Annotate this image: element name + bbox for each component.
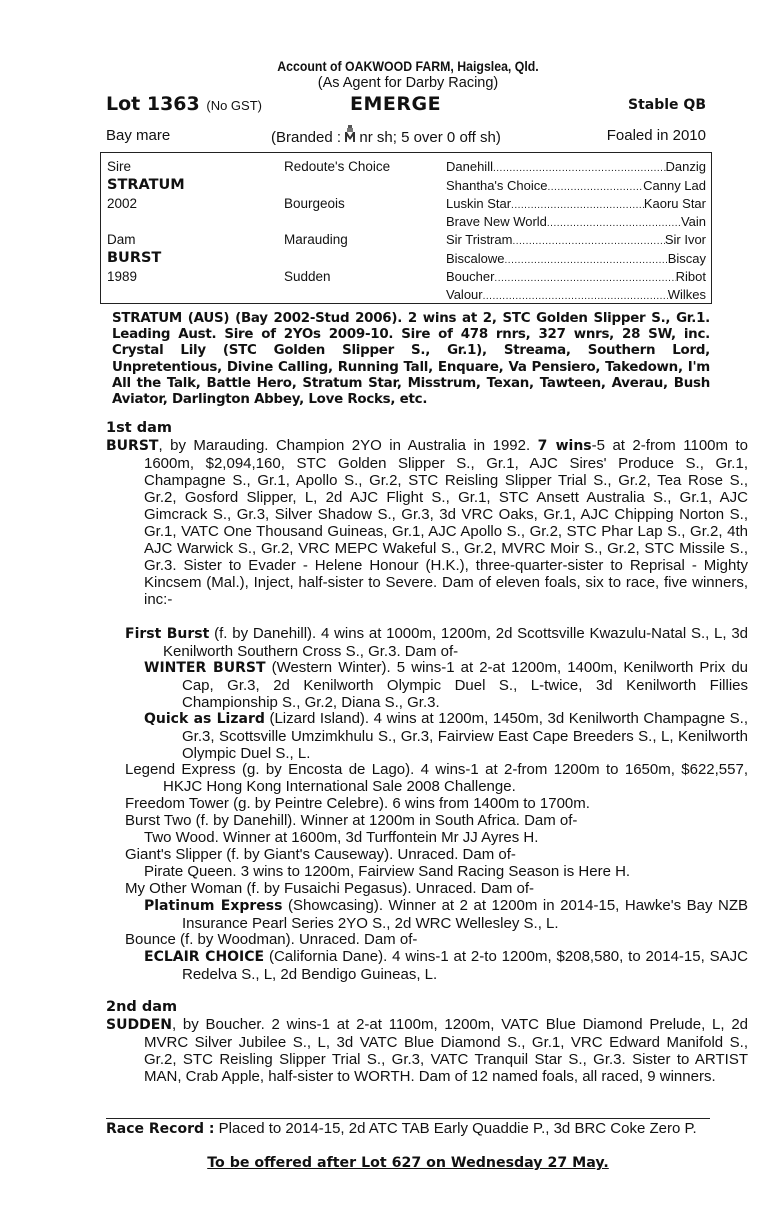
race-record-text: Placed to 2014-15, 2d ATC TAB Early Quaddie P., 3d BRC Coke Zero P. [218, 1120, 697, 1137]
progeny-name: Two Wood [144, 829, 215, 846]
grandparent-row [446, 269, 706, 284]
progeny-entry [125, 625, 748, 660]
sire-label: Sire [107, 159, 132, 174]
second-dam-paragraph [106, 1016, 748, 1085]
ancestor-left: Danehill [446, 159, 493, 174]
first-dam-paragraph [106, 437, 748, 608]
progeny-entry: Two Wood. Winner at 1600m, 3d Turffontein Mr JJ Ayres H. [144, 829, 539, 846]
ancestor-left: Brave New World [446, 214, 547, 229]
progeny-name: Legend Express [125, 761, 236, 778]
progeny-text: Winner at 1600m, 3d Turffontein Mr JJ Ayres H. [222, 829, 539, 846]
progeny-name: Giant's Slipper [125, 846, 223, 863]
progeny-entry [125, 880, 710, 897]
progeny-entry [125, 812, 710, 829]
sire-dam: Bourgeois [284, 196, 345, 211]
progeny-entry: Pirate Queen. 3 wins to 1200m, Fairview Sand Racing Season is Here H. [144, 863, 631, 880]
agent-line: (As Agent for Darby Racing) [317, 75, 499, 91]
brand-mark-icon [345, 127, 355, 144]
ancestor-left: Shantha's Choice [446, 178, 548, 193]
ancestor-left: Boucher [446, 269, 495, 284]
dam-sire: Marauding [284, 232, 348, 247]
progeny-entry [125, 761, 748, 795]
dam-name: SUDDEN [106, 1017, 172, 1033]
progeny-name: Platinum Express [144, 898, 283, 914]
wins: 7 wins [537, 438, 592, 454]
text: , by Marauding. Champion 2YO in Australia in 1992. [158, 437, 538, 454]
progeny-name: Pirate Queen [144, 863, 233, 880]
grandparent-row [446, 287, 706, 302]
dam-name: BURST [106, 438, 159, 454]
grandparent-row [446, 214, 706, 229]
ancestor-right: Ribot [675, 269, 706, 284]
progeny-entry [144, 897, 748, 932]
divider [106, 1118, 710, 1119]
foaled-year: Foaled in 2010 [606, 127, 706, 144]
progeny-text: (f. by Fusaichi Pegasus). Unraced. Dam of- [246, 880, 535, 897]
progeny-name: First Burst [125, 626, 210, 642]
progeny-name: My Other Woman [125, 880, 243, 897]
ancestor-right: Danzig [665, 159, 706, 174]
horse-name: EMERGE [350, 93, 442, 115]
ancestor-right: Kaoru Star [643, 196, 706, 211]
progeny-entry [125, 846, 710, 863]
progeny-entry [125, 931, 710, 948]
offer-text: To be offered after Lot 627 on Wednesday 27 May. [207, 1155, 609, 1171]
text: -5 at 2-from 1100m to 1600m, $2,094,160, STC Golden Slipper S., Gr.1, AJC Sires' Produce S., Gr.1, Champagne S., Gr.1, Apollo S., Gr.2, STC Reisling Slipper Trial S., Gr.2, Tea Rose S., Gr.2, Gosford Slipper, L, 2d AJC Flight S., Gr.1, STC Ansett Australia S., Gr.1, AJC Gimcrack S., Gr.3, Silver Shadow S., Gr.3, 3d VRC Oaks, Gr.1, AJC Chipping Norton S., Gr.1, VATC One Thousand Guineas, Gr.1, AJC Apollo S., Gr.2, STC Phar Lap S., Gr.2, 4th AJC Warwick S., Gr.2, VRC MEPC Wakeful S., Gr.2, MVRC Moir S., Gr.2, STC Missile S., Gr.3. Sister to Evader - Helene Honour (H.K.), three-quarter-sister to Reprisal - Mighty Kincsem (Mal.), Inject, half-sister to Severe. Dam of eleven foals, six to race, five winners, inc:- [144, 437, 748, 608]
lot-label: Lot 1363 [106, 93, 200, 115]
progeny-name: Freedom Tower [125, 795, 229, 812]
progeny-text: (California Dane). 4 wins-1 at 2-to 1200m, $208,580, to 2014-15, SAJC Redelva S., L, 2d Bendigo Guineas, L. [182, 948, 748, 983]
color-sex: Bay mare [106, 127, 171, 144]
ancestor-left: Biscalowe [446, 251, 505, 266]
brand-info [271, 127, 501, 146]
race-record-label: Race Record : [106, 1121, 215, 1137]
progeny-text: (f. by Danehill). Winner at 1200m in South Africa. Dam of- [195, 812, 578, 829]
progeny-text: (f. by Danehill). 4 wins at 1000m, 1200m, 2d Scottsville Kwazulu-Natal S., L, 3d Kenilworth Southern Cross S., Gr.3. Dam of- [163, 625, 749, 660]
lot-header-row [106, 93, 710, 119]
ancestor-right: Biscay [667, 251, 706, 266]
dam-name: BURST [107, 250, 162, 266]
section-title-1st-dam: 1st dam [106, 420, 172, 436]
brand-prefix: (Branded : [271, 129, 342, 146]
ancestor-right: Vain [680, 214, 706, 229]
progeny-text: (f. by Woodman). Unraced. Dam of- [180, 931, 418, 948]
consignor-line: Account of OAKWOOD FARM, Haigslea, Qld. [277, 58, 539, 74]
progeny-name: Quick as Lizard [144, 711, 265, 727]
grandparent-row [446, 196, 706, 211]
dam-year: 1989 [107, 269, 138, 284]
progeny-text: (Lizard Island). 4 wins at 1200m, 1450m, 3d Kenilworth Champagne S., Gr.3, Scottsville Umzimkhulu S., Gr.3, Fairview East Cape Breeders S., L, Kenilworth Olympic Duel S., L. [182, 710, 749, 762]
progeny-text: (g. by Encosta de Lago). 4 wins-1 at 2-from 1200m to 1650m, $622,557, HKJC Hong Kong International Sale 2008 Challenge. [163, 761, 749, 795]
dam-dam: Sudden [284, 269, 331, 284]
grandparent-row [446, 159, 706, 174]
ancestor-right: Canny Lad [643, 178, 706, 193]
grandparent-row [446, 178, 706, 193]
progeny-entry [144, 948, 748, 983]
gst-note: (No GST) [206, 98, 262, 113]
progeny-text: (Western Winter). 5 wins-1 at 2-at 1200m, 1400m, Kenilworth Prix du Cap, Gr.3, 2d Kenilworth Olympic Duel S., L-twice, 3d Kenilworth Fillies Championship S., Gr.2, Diana S., Gr.3. [182, 659, 749, 711]
text: , by Boucher. 2 wins-1 at 2-at 1100m, 1200m, VATC Blue Diamond Prelude, L, 2d MVRC Silver Jubilee S., L, 3d VATC Blue Diamond S., Gr.1, VRC Edward Manifold S., Gr.2, STC Reisling Slipper Trial S., Gr.3, VATC Tranquil Star S., Gr.3. Sister to ARTIST MAN, Crab Apple, half-sister to WORTH. Dam of 12 named foals, all raced, 9 winners. [144, 1016, 748, 1085]
ancestor-right: Wilkes [667, 287, 706, 302]
brand-suffix: nr sh; 5 over 0 off sh) [359, 129, 501, 146]
progeny-entry [125, 795, 710, 812]
progeny-entry [144, 710, 748, 762]
section-title-2nd-dam: 2nd dam [106, 999, 178, 1015]
ancestor-right: Sir Ivor [664, 232, 706, 247]
ancestor-left: Valour [446, 287, 483, 302]
grandparent-row [446, 251, 706, 266]
race-record [106, 1120, 748, 1138]
grandparent-row [446, 232, 706, 247]
progeny-text: (Showcasing). Winner at 2 at 1200m in 2014-15, Hawke's Bay NZB Insurance Pearl Series 2YO S., 2d WRC Wellesley S., L. [182, 897, 748, 932]
stable-code: Stable QB [628, 97, 706, 113]
pedigree-table [100, 152, 712, 304]
sire-summary: STRATUM (AUS) (Bay 2002-Stud 2006). 2 wins at 2, STC Golden Slipper S., Gr.1. Leading Aust. Sire of 2YOs 2009-10. Sire of 478 rnrs, 327 wnrs, 28 SW, inc. Crystal Lily (STC Golden Slipper S., Gr.1), Streama, Southern Lord, Unpretentious, Divine Calling, Running Tall, Enquare, Va Pensiero, Takedown, I'm All the Talk, Battle Hero, Stratum Star, Misstrum, Texan, Tawteen, Averau, Bush Aviator, Darlington Abbey, Love Rocks, etc. [112, 311, 710, 408]
progeny-text: (f. by Giant's Causeway). Unraced. Dam of- [226, 846, 516, 863]
sire-sire: Redoute's Choice [284, 159, 391, 174]
sire-name: STRATUM [107, 177, 185, 193]
ancestor-left: Luskin Star [446, 196, 512, 211]
progeny-entry [144, 659, 748, 711]
sire-year: 2002 [107, 196, 138, 211]
lot-number [106, 93, 262, 115]
progeny-text: (g. by Peintre Celebre). 6 wins from 1400m to 1700m. [233, 795, 590, 812]
ancestor-left: Sir Tristram [446, 232, 513, 247]
progeny-name: ECLAIR CHOICE [144, 949, 265, 965]
progeny-text: 3 wins to 1200m, Fairview Sand Racing Season is Here H. [240, 863, 631, 880]
progeny-name: Burst Two [125, 812, 192, 829]
dam-label: Dam [107, 232, 136, 247]
progeny-name: Bounce [125, 931, 176, 948]
progeny-name: WINTER BURST [144, 660, 266, 676]
offer-note [106, 1155, 710, 1171]
